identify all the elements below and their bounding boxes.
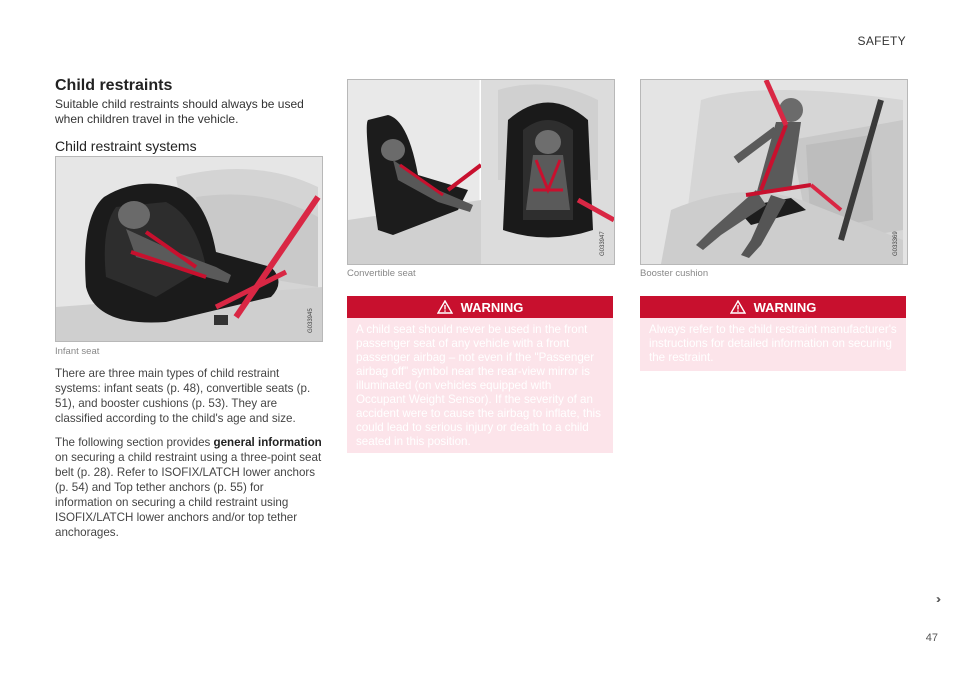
warning-triangle-icon xyxy=(730,300,746,314)
figure-caption: Convertible seat xyxy=(347,268,416,279)
para-bold: general information xyxy=(213,436,322,449)
lead-paragraph: Suitable child restraints should always be used when children travel in the vehicle. xyxy=(55,97,304,126)
warning-title: WARNING xyxy=(460,299,524,315)
warning-title: WARNING xyxy=(753,299,817,315)
next-page-icon[interactable]: ›› xyxy=(936,592,938,606)
figure-code: G033947 xyxy=(600,231,606,256)
section-subtitle: Child restraint systems xyxy=(55,138,197,154)
figure-caption: Booster cushion xyxy=(640,268,709,279)
figure-code: G033945 xyxy=(308,308,314,333)
para-post: on securing a child restraint using a three-point seat belt (p. 28). Refer to ISOFIX/LATCH lower anchors (p. 54) and Top tether anchors (p. 55) for information on securing a child restraint using ISOFIX/LATCH lower anchors and/or top tether anchorages. xyxy=(55,451,322,539)
page-number: 47 xyxy=(925,632,938,644)
warning-box xyxy=(640,296,906,371)
warning-triangle-icon xyxy=(437,300,453,314)
booster-cushion-figure xyxy=(640,79,908,265)
warning-text: Always refer to the child restraint manufacturer's instructions for detailed information on securing the restraint. xyxy=(649,323,897,364)
paragraph-types: There are three main types of child restraint systems: infant seats (p. 48), convertible seats (p. 51), and booster cushions (p. 53). They are classified according to the child's age and size. xyxy=(55,367,311,425)
figure-code: G033369 xyxy=(893,231,899,256)
body-text xyxy=(55,366,323,549)
warning-header xyxy=(347,296,613,318)
warning-text: A child seat should never be used in the front passenger seat of any vehicle with a front passenger airbag – not even if the "Passenger airbag off" symbol near the rear-view mirror is illuminated (on vehicles equipped with Occupant Weight Sensor). If the severity of an accident were to cause the airbag to inflate, this could lead to serious injury or death to a child seated in this position. xyxy=(356,323,601,448)
section-header: SAFETY xyxy=(857,34,906,48)
convertible-seat-figure xyxy=(347,79,615,265)
page-title: Child restraints xyxy=(55,77,173,94)
para-pre: The following section provides xyxy=(55,436,214,449)
warning-box xyxy=(347,296,613,453)
infant-seat-figure xyxy=(55,156,323,342)
warning-header xyxy=(640,296,906,318)
paragraph-info xyxy=(55,435,323,540)
figure-caption: Infant seat xyxy=(55,346,100,357)
